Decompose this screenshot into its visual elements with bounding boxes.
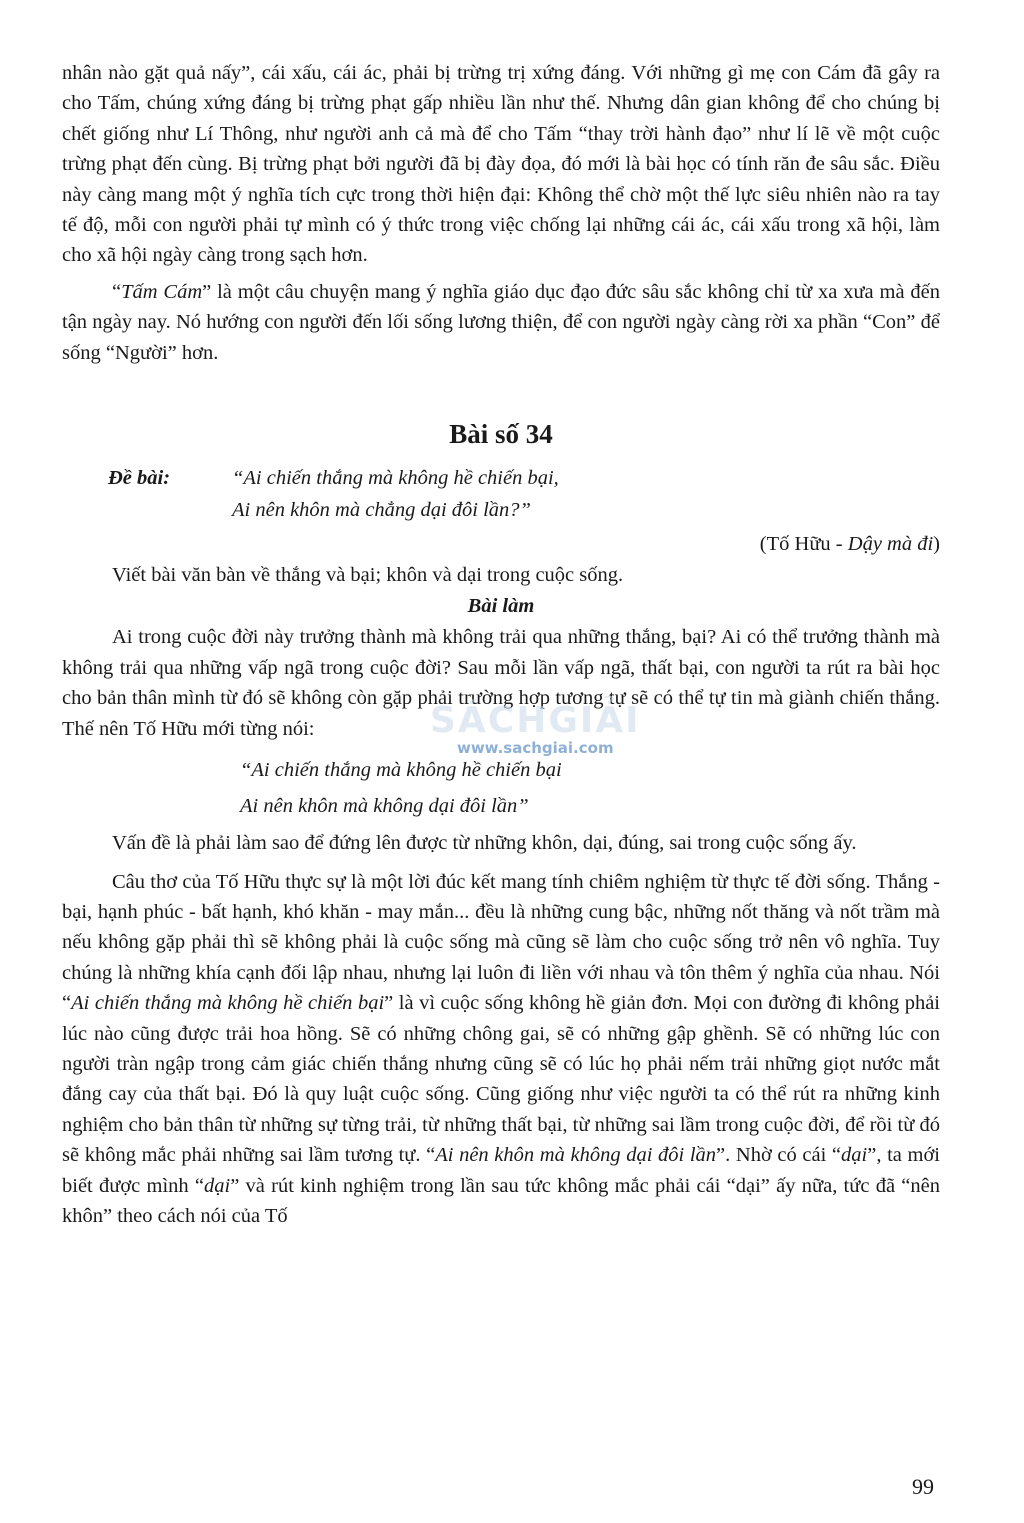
body-paragraph-2: Vấn đề là phải làm sao để đứng lên được từ những khôn, dại, đúng, sai trong cuộc sống ấy. bbox=[112, 832, 857, 855]
de-bai-row-2 bbox=[62, 494, 940, 526]
de-bai-line-1: “Ai chiến thắng mà không hề chiến bại, bbox=[232, 467, 559, 490]
quote-block bbox=[62, 752, 940, 824]
poem-source: (Tố Hữu - Dậy mà đi) bbox=[759, 533, 940, 556]
paragraph-tam-cam bbox=[62, 277, 940, 368]
page-number: 99 bbox=[912, 1474, 934, 1499]
watermark-url: www.sachgiai.com bbox=[456, 739, 614, 757]
de-bai-label: Đề bài: bbox=[108, 467, 171, 490]
de-bai-task: Viết bài văn bàn về thắng và bại; khôn và dại trong cuộc sống. bbox=[112, 564, 624, 587]
open-quote: “ bbox=[112, 280, 122, 303]
page-content bbox=[62, 58, 940, 1231]
body-paragraph-1: Ai trong cuộc đời này trưởng thành mà không trải qua những thắng, bại? Ai có thể trưởng thành mà không trải qua những vấp ngã trong cuộc đời? Sau mỗi lần vấp ngã, thất bại, con người ta rút ra bài học cho bản thân mình từ đó sẽ không còn gặp phải trường hợp tương tự sẽ có thể tự tin mà giành chiến thắng. Thế nên Tố Hữu mới từng nói: bbox=[62, 626, 940, 740]
quote-line-2: Ai nên khôn mà không dại đôi lần” bbox=[240, 795, 529, 818]
body-paragraph-3: Câu thơ của Tố Hữu thực sự là một lời đúc kết mang tính chiêm nghiệm từ thực tế đời sống. Thắng - bại, hạnh phúc - bất hạnh, khó khăn - may mắn... đều là những cung bậc, những nốt thăng và nốt trầm mà nếu không gặp phải thì sẽ không phải là cuộc sống mà cũng sẽ làm cho cuộc sống trở nên vô nghĩa. Tuy chúng là những khía cạnh đối lập nhau, nhưng lại luôn đi liền với nhau và tôn thêm ý nghĩa của nhau. Nói “Ai chiến thắng mà không hề chiến bại” là vì cuộc sống không hề giản đơn. Mọi con đường đi không phải lúc nào cũng được trải hoa hồng. Sẽ có những chông gai, sẽ có những gập ghềnh. Sẽ có những lúc con người tràn ngập trong cảm giác chiến thắng nhưng cũng sẽ có lúc họ phải nếm trải những giọt nước mắt đắng cay của thất bại. Đó là quy luật cuộc sống. Cũng giống như việc người ta có thể rút ra những kinh nghiệm cho bản thân từ những sự từng trải, từ những thất bại, từ những sai lầm trong cuộc đời, để rồi từ đó sẽ không mắc phải những sai lầm tương tự. “Ai nên khôn mà không dại đôi lần”. Nhờ có cái “dại”, ta mới biết được mình “dại” và rút kinh nghiệm trong lần sau tức không mắc phải cái “dại” ấy nữa, tức đã “nên khôn” theo cách nói của Tố bbox=[62, 870, 940, 1227]
quote-line-1: “Ai chiến thắng mà không hề chiến bại bbox=[240, 759, 562, 782]
de-bai-line-2: Ai nên khôn mà chẳng dại đôi lần?” bbox=[232, 499, 531, 522]
source-work: Dậy mà đi bbox=[847, 533, 934, 556]
section-title: Bài số 34 bbox=[449, 419, 553, 450]
paragraph-continuation: nhân nào gặt quả nấy”, cái xấu, cái ác, phải bị trừng trị xứng đáng. Với những gì mẹ con Cám đã gây ra cho Tấm, chúng xứng đáng bị trừng phạt gấp nhiều lần như thế. Nhưng dân gian không để cho chúng bị chết giống như Lí Thông, như người anh cả mà để cho Tấm “thay trời hành đạo” như lí lẽ về một cuộc trừng phạt đến cùng. Bị trừng phạt bởi người đã bị đày đọa, đó mới là bài học có tính răn đe sâu sắc. Điều này càng mang một ý nghĩa tích cực trong thời hiện đại: Không thể chờ một thế lực siêu nhiên nào ra tay tế độ, mỗi con người phải tự mình có ý thức trong việc chống lại những cái ác, cái xấu trong xã hội, làm cho xã hội ngày càng trong sạch hơn. bbox=[62, 62, 940, 267]
de-bai-row-1 bbox=[62, 462, 940, 494]
bai-lam-label: Bài làm bbox=[467, 595, 535, 618]
watermark-brand: SÁCHGIẢI bbox=[430, 700, 641, 741]
tam-cam-title: Tấm Cám bbox=[121, 280, 203, 303]
tam-cam-rest: ” là một câu chuyện mang ý nghĩa giáo dục đạo đức sâu sắc không chỉ từ xa xưa mà đến tận ngày nay. Nó hướng con người đến lối sống lương thiện, để con người ngày càng rời xa phần “Con” để sống “Người” hơn. bbox=[62, 280, 941, 364]
